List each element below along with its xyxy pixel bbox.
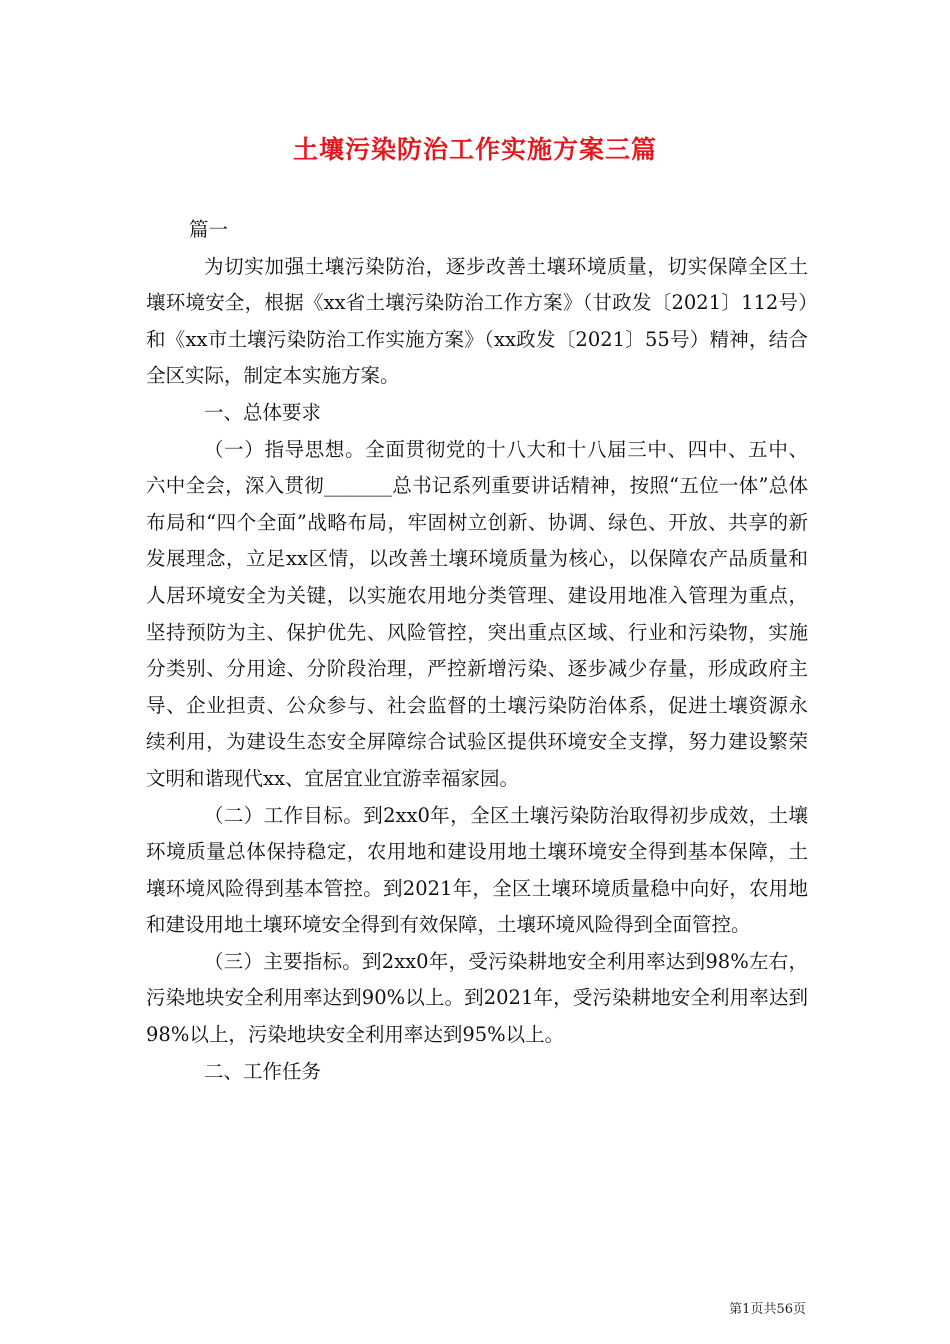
document-title: 土壤污染防治工作实施方案三篇 <box>292 135 657 164</box>
main-indicators-paragraph: （三）主要指标。到2xx0年，受污染耕地安全利用率达到98%左右，污染地块安全利用率达到90%以上。到2021年，受污染耕地安全利用率达到98%以上，污染地块安全利用率达到95%以上。 <box>146 949 808 1047</box>
section-heading-work-tasks: 二、工作任务 <box>204 1059 322 1083</box>
document-body <box>146 212 808 1090</box>
section-heading-part-one: 篇一 <box>189 218 229 241</box>
guiding-ideology-paragraph: （一）指导思想。全面贯彻党的十八大和十八届三中、四中、五中、六中全会，深入贯彻_______总书记系列重要讲话精神，按照“五位一体”总体布局和“四个全面”战略布局，牢固树立创新、协调、绿色、开放、共享的新发展理念，立足xx区情，以改善土壤环境质量为核心，以保障农产品质量和人居环境安全为关键，以实施农用地分类管理、建设用地准入管理为重点，坚持预防为主、保护优先、风险管控，突出重点区域、行业和污染物，实施分类别、分用途、分阶段治理，严控新增污染、逐步减少存量，形成政府主导、企业担责、公众参与、社会监督的土壤污染防治体系，促进土壤资源永续利用，为建设生态安全屏障综合试验区提供环境安全支撑，努力建设繁荣文明和谐现代xx、宜居宜业宜游幸福家园。 <box>146 437 808 790</box>
work-goals-paragraph: （二）工作目标。到2xx0年，全区土壤污染防治取得初步成效，土壤环境质量总体保持稳定，农用地和建设用地土壤环境安全得到基本保障，土壤环境风险得到基本管控。到2021年，全区土壤环境质量稳中向好，农用地和建设用地土壤环境安全得到有效保障，土壤环境风险得到全面管控。 <box>146 803 808 937</box>
section-heading-general-requirements: 一、总体要求 <box>204 400 322 424</box>
intro-paragraph: 为切实加强土壤污染防治，逐步改善土壤环境质量，切实保障全区土壤环境安全，根据《xx省土壤污染防治工作方案》（甘政发〔2021〕112号）和《xx市土壤污染防治工作实施方案》（xx政发〔2021〕55号）精神，结合全区实际，制定本实施方案。 <box>146 254 808 388</box>
page-number: 第1页共56页 <box>729 1302 806 1317</box>
